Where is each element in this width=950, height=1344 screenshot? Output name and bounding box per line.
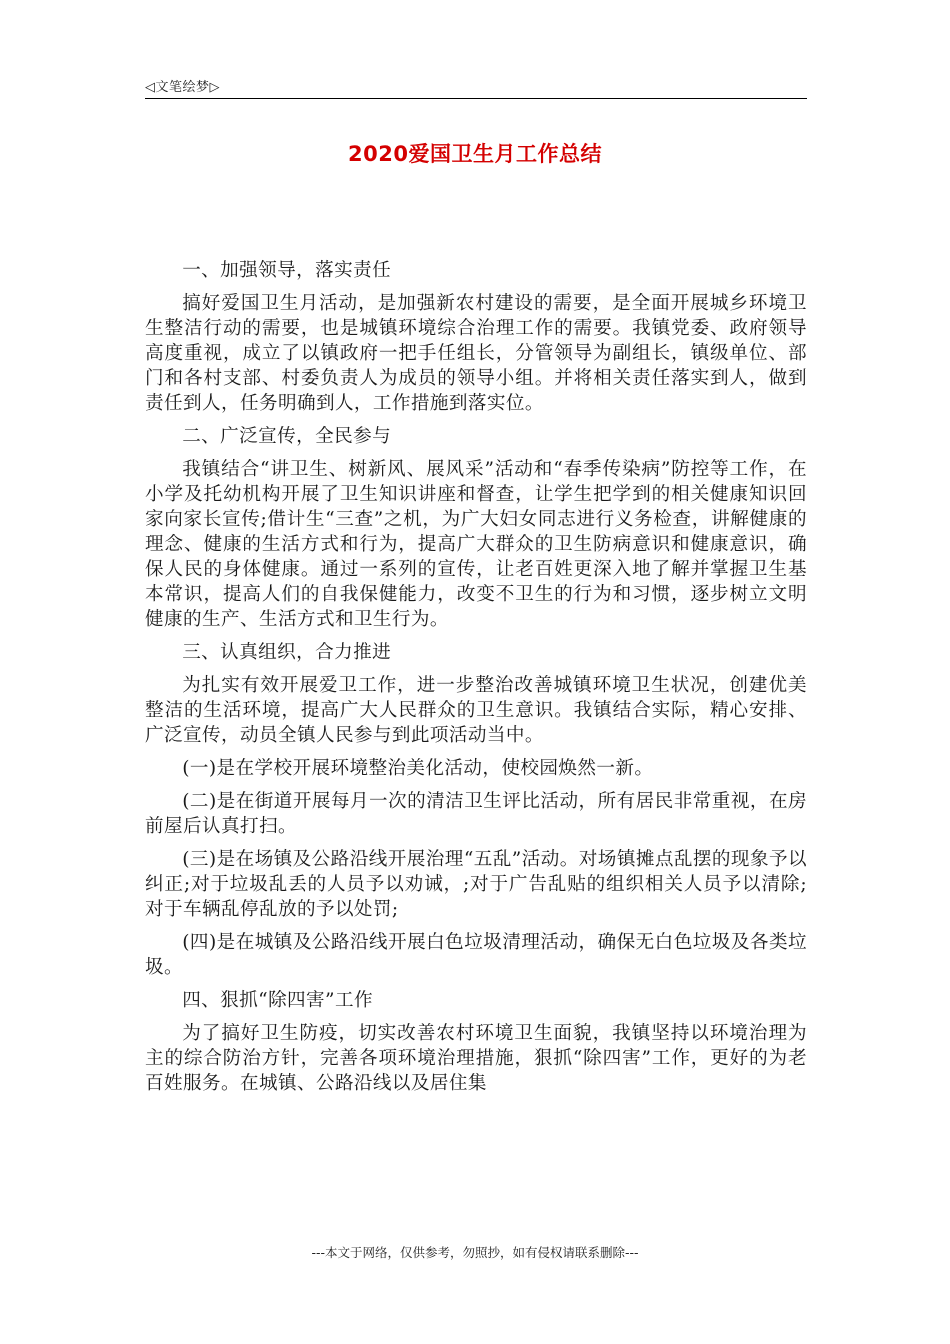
page-header [145, 76, 807, 99]
section-heading: 三、认真组织，合力推进 [182, 642, 392, 663]
list-item: (三)是在场镇及公路沿线开展治理“五乱”活动。对场镇摊点乱摆的现象予以纠正;对于垃圾乱丢的人员予以劝诫，;对于广告乱贴的组织相关人员予以清除;对于车辆乱停乱放的予以处罚; [145, 849, 807, 920]
list-item: (四)是在城镇及公路沿线开展白色垃圾清理活动，确保无白色垃圾及各类垃圾。 [145, 932, 807, 978]
list-item: (二)是在街道开展每月一次的清洁卫生评比活动，所有居民非常重视，在房前屋后认真打扫。 [145, 791, 807, 837]
paragraph: 为扎实有效开展爱卫工作，进一步整治改善城镇环境卫生状况，创建优美整洁的生活环境，提高广大人民群众的卫生意识。我镇结合实际，精心安排、广泛宣传，动员全镇人民参与到此项活动当中。 [145, 675, 807, 746]
section-heading: 二、广泛宣传，全民参与 [182, 426, 392, 447]
document-title: 2020爱国卫生月工作总结 [348, 142, 602, 166]
list-item: (一)是在学校开展环境整治美化活动，使校园焕然一新。 [182, 758, 654, 779]
section-heading: 四、狠抓“除四害”工作 [182, 990, 373, 1011]
paragraph: 搞好爱国卫生月活动，是加强新农村建设的需要，是全面开展城乡环境卫生整洁行动的需要，也是城镇环境综合治理工作的需要。我镇党委、政府领导高度重视，成立了以镇政府一把手任组长，分管领导为副组长，镇级单位、部门和各村支部、村委负责人为成员的领导小组。并将相关责任落实到人，做到责任到人，任务明确到人，工作措施到落实位。 [145, 293, 807, 414]
paragraph: 我镇结合“讲卫生、树新风、展风采”活动和“春季传染病”防控等工作，在小学及托幼机构开展了卫生知识讲座和督查，让学生把学到的相关健康知识回家向家长宣传;借计生“三查”之机，为广大妇女同志进行义务检查，讲解健康的理念、健康的生活方式和行为，提高广大群众的卫生防病意识和健康意识，确保人民的身体健康。通过一系列的宣传，让老百姓更深入地了解并掌握卫生基本常识，提高人们的自我保健能力，改变不卫生的行为和习惯，逐步树立文明健康的生产、生活方式和卫生行为。 [145, 459, 807, 630]
brand-label: ◁文笔绘梦▷ [145, 80, 220, 95]
section-heading: 一、加强领导，落实责任 [182, 260, 392, 281]
paragraph: 为了搞好卫生防疫，切实改善农村环境卫生面貌，我镇坚持以环境治理为主的综合防治方针，完善各项环境治理措施，狠抓“除四害”工作，更好的为老百姓服务。在城镇、公路沿线以及居住集 [145, 1023, 807, 1094]
page-footer: ---本文于网络，仅供参考，勿照抄，如有侵权请联系删除--- [311, 1245, 639, 1260]
document-body [145, 258, 807, 1104]
